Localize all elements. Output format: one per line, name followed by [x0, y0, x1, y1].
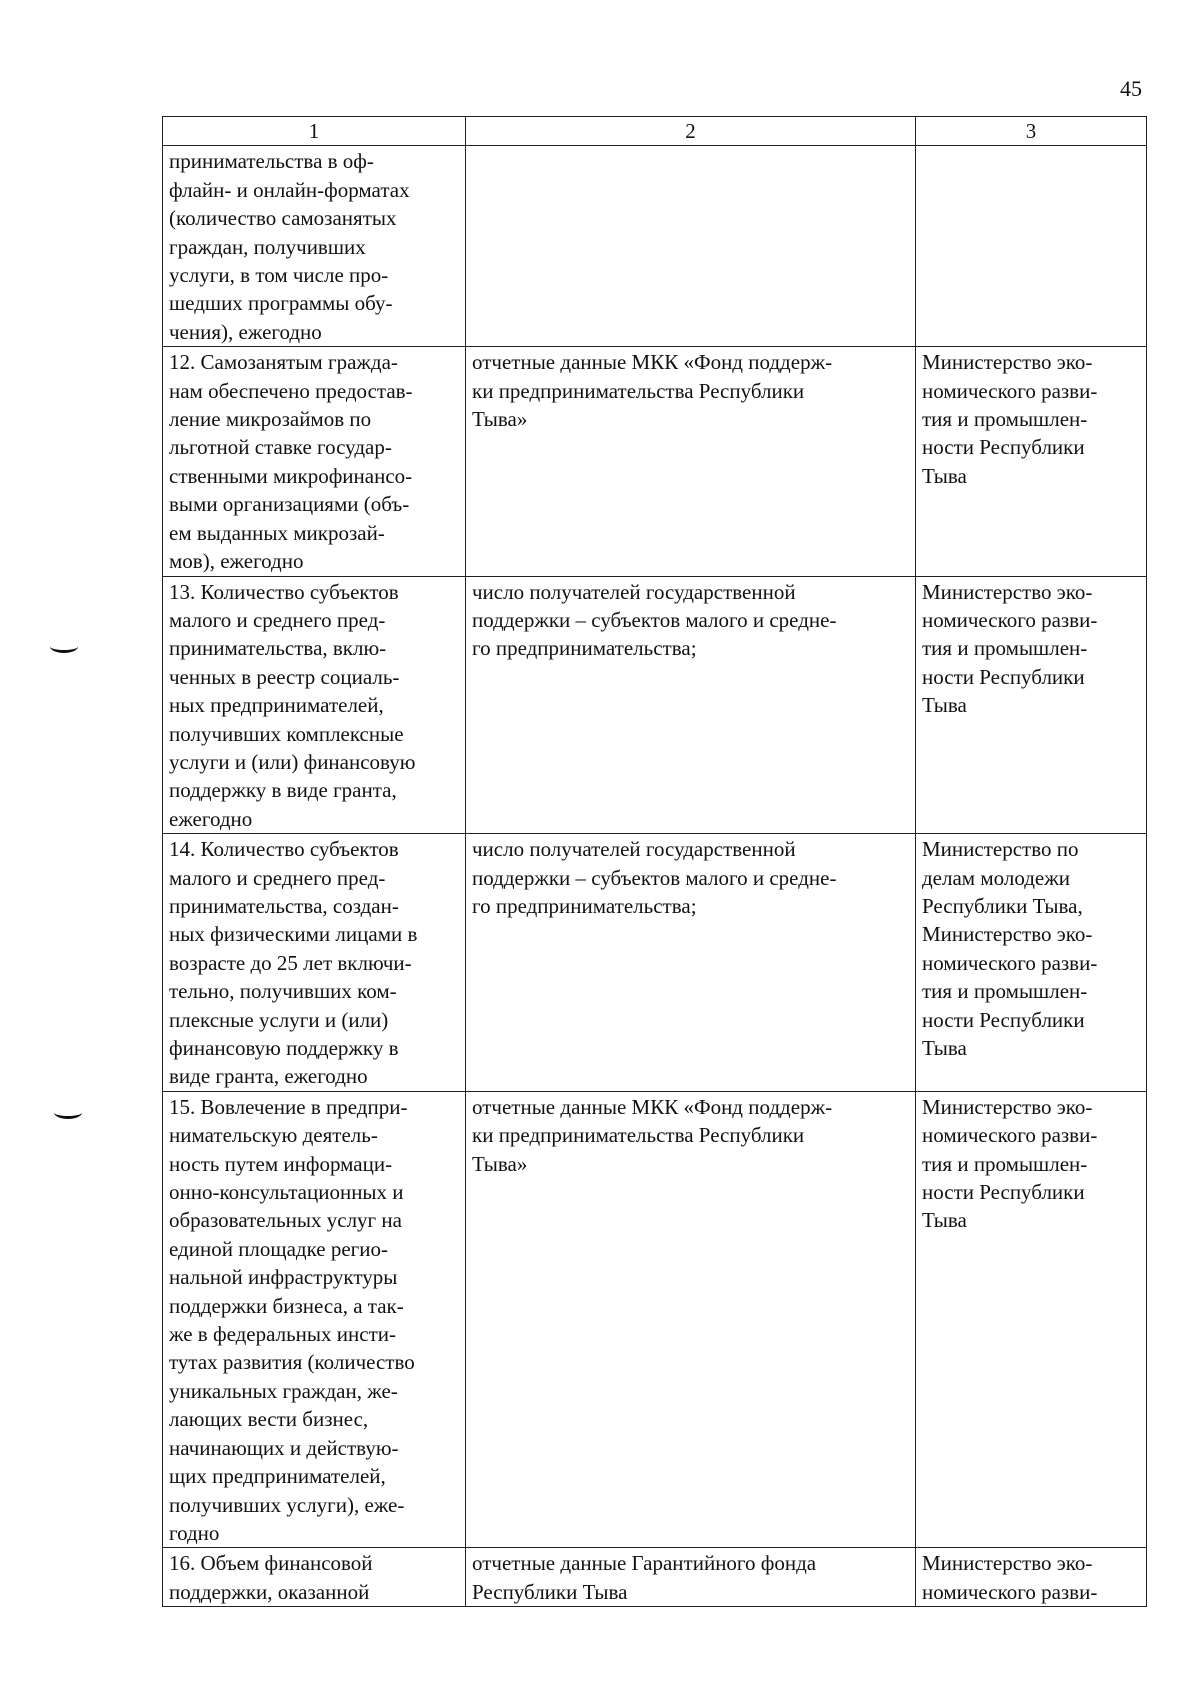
table-row: [163, 576, 1147, 834]
column-header-1: 1: [163, 117, 466, 146]
indicators-table: [162, 116, 1147, 1607]
responsible-cell: Министерство эко- номического разви-: [916, 1548, 1147, 1607]
source-cell: число получателей государственной поддержки – субъектов малого и средне- го предпринимательства;: [466, 834, 916, 1092]
column-header-3: 3: [916, 117, 1147, 146]
source-cell: [466, 146, 916, 347]
margin-bracket-mark: [50, 640, 78, 653]
responsible-cell: Министерство эко- номического разви- тия и промышлен- ности Республики Тыва: [916, 1091, 1147, 1548]
table-row: [163, 1548, 1147, 1607]
indicator-cell: принимательства в оф- флайн- и онлайн-форматах (количество самозанятых граждан, получивших услуги, в том числе про- шедших программы обу- чения), ежегодно: [163, 146, 466, 347]
page-number: 45: [1120, 76, 1142, 101]
responsible-cell: Министерство по делам молодежи Республики Тыва, Министерство эко- номического разви- тия и промышлен- ности Республики Тыва: [916, 834, 1147, 1092]
source-cell: отчетные данные МКК «Фонд поддерж- ки предпринимательства Республики Тыва»: [466, 347, 916, 576]
indicator-cell: 15. Вовлечение в предпри- нимательскую деятель- ность путем информаци- онно-консультационных и образовательных услуг на единой площадке регио- нальной инфраструктуры поддержки бизнеса, а так- же в федеральных инсти- тутах развития (количество уникальных граждан, же- лающих вести бизнес, начинающих и действую- щих предпринимателей, получивших услуги), еже- годно: [163, 1091, 466, 1548]
source-cell: отчетные данные МКК «Фонд поддерж- ки предпринимательства Республики Тыва»: [466, 1091, 916, 1548]
responsible-cell: Министерство эко- номического разви- тия и промышлен- ности Республики Тыва: [916, 347, 1147, 576]
table-row: [163, 347, 1147, 576]
indicator-cell: 16. Объем финансовой поддержки, оказанной: [163, 1548, 466, 1607]
responsible-cell: Министерство эко- номического разви- тия и промышлен- ности Республики Тыва: [916, 576, 1147, 834]
header-row: [163, 117, 1147, 146]
source-cell: число получателей государственной поддержки – субъектов малого и средне- го предпринимательства;: [466, 576, 916, 834]
table-row: [163, 146, 1147, 347]
responsible-cell: [916, 146, 1147, 347]
source-cell: отчетные данные Гарантийного фонда Республики Тыва: [466, 1548, 916, 1607]
margin-bracket-mark: [54, 1106, 82, 1119]
table-row: [163, 834, 1147, 1092]
indicator-cell: 12. Самозанятым гражда- нам обеспечено предостав- ление микрозаймов по льготной ставке государ- ственными микрофинансо- выми организациями (объ- ем выданных микрозай- мов), ежегодно: [163, 347, 466, 576]
table-row: [163, 1091, 1147, 1548]
column-header-2: 2: [466, 117, 916, 146]
indicator-cell: 13. Количество субъектов малого и среднего пред- принимательства, вклю- ченных в реестр социаль- ных предпринимателей, получивших комплексные услуги и (или) финансовую поддержку в виде гранта, ежегодно: [163, 576, 466, 834]
indicator-cell: 14. Количество субъектов малого и среднего пред- принимательства, создан- ных физическими лицами в возрасте до 25 лет включи- тельно, получивших ком- плексные услуги и (или) финансовую поддержку в виде гранта, ежегодно: [163, 834, 466, 1092]
